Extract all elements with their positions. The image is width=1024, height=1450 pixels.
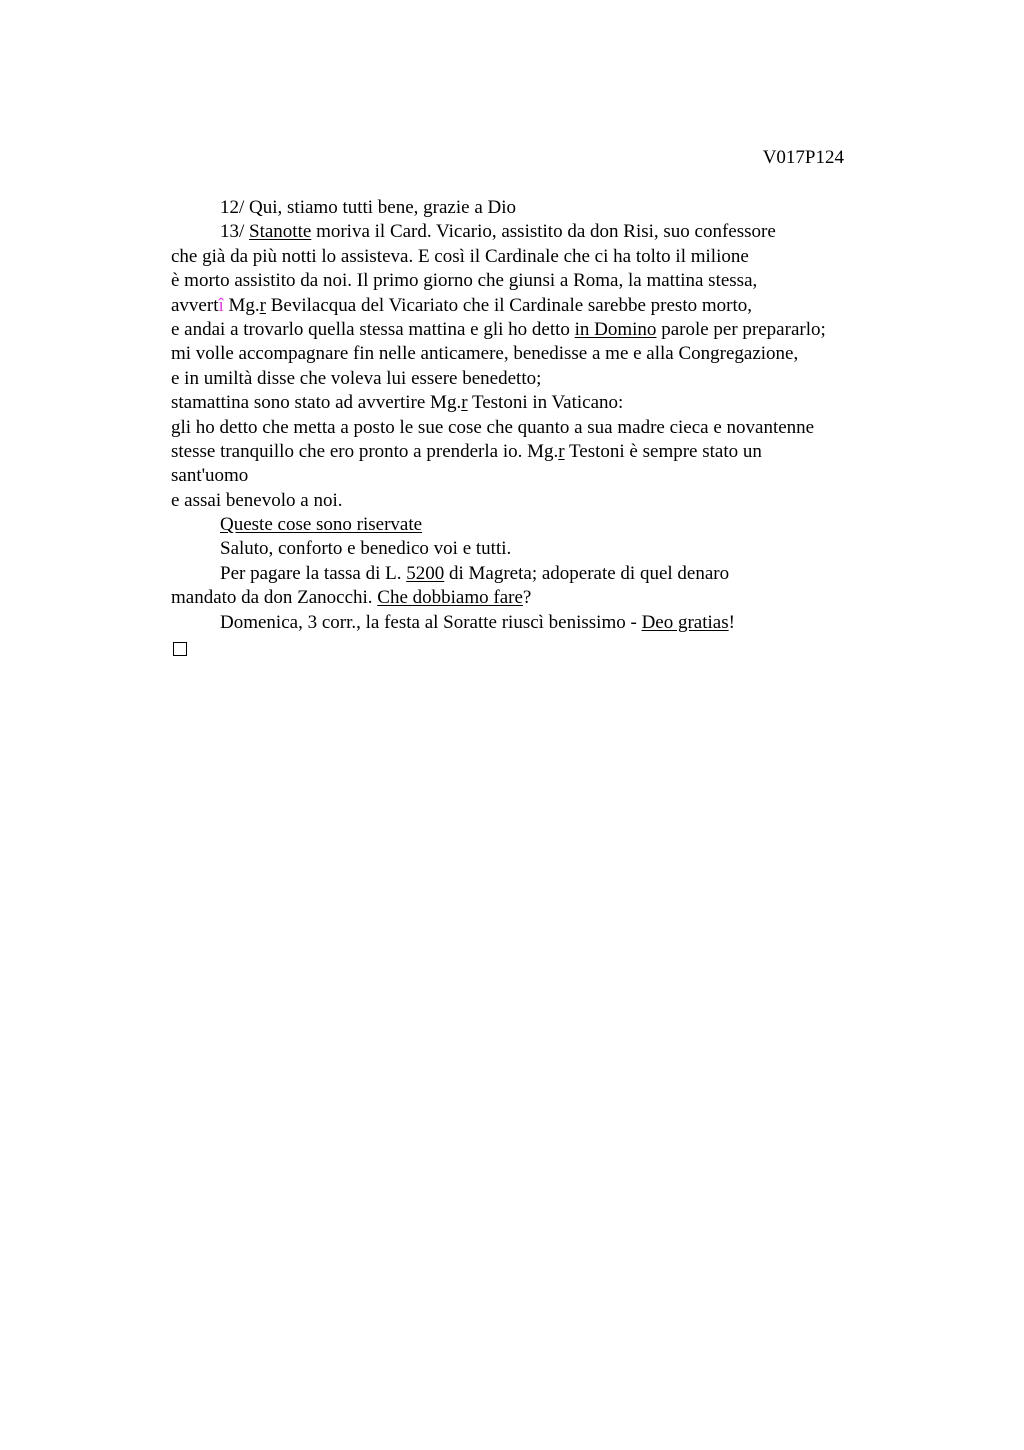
underlined-text: in Domino [574, 318, 657, 340]
text-line-7 [171, 342, 901, 366]
underlined-text: Stanotte [249, 221, 312, 243]
text: di Magreta; adoperate di quel denaro [444, 562, 730, 584]
text-line-12 [171, 464, 901, 488]
text: e andai a trovarlo quella stessa mattina e gli ho detto [171, 318, 575, 340]
text: Bevilacqua del Vicariato che il Cardinale sarebbe presto morto, [266, 294, 752, 316]
text: stamattina sono stato ad avvertire Mg. [171, 392, 462, 414]
text-line-4 [171, 269, 901, 293]
underlined-text: Che dobbiamo fare [377, 587, 523, 609]
text: Testoni è sempre stato un [564, 440, 762, 462]
text: ! [728, 611, 735, 633]
text: parole per prepararlo; [656, 318, 826, 340]
text: è morto assistito da noi. Il primo giorno che giunsi a Roma, la mattina stessa, [171, 270, 758, 292]
underlined-text: r [259, 294, 266, 316]
text-line-9 [171, 391, 901, 415]
text: mi volle accompagnare fin nelle anticamere, benedisse a me e alla Congregazione, [171, 343, 799, 365]
underlined-text: Deo gratias [641, 611, 729, 633]
end-box-icon [173, 642, 187, 656]
text-line-14 [171, 513, 901, 537]
underlined-text: r [558, 440, 565, 462]
text: Mg. [223, 294, 260, 316]
text-line-11 [171, 440, 901, 464]
text: che già da più notti lo assisteva. E così il Cardinale che ci ha tolto il milione [171, 245, 749, 267]
highlighted-char: î [218, 294, 224, 316]
text-line-6 [171, 318, 901, 342]
text-line-16 [171, 562, 901, 586]
text: mandato da don Zanocchi. [171, 587, 378, 609]
end-marker-line [171, 635, 901, 659]
text: 13/ [220, 221, 250, 243]
text-line-10 [171, 416, 901, 440]
text: Domenica, 3 corr., la festa al Soratte riuscì benissimo - [220, 611, 642, 633]
text-line-8 [171, 367, 901, 391]
underlined-text: 5200 [406, 562, 445, 584]
text: e in umiltà disse che voleva lui essere benedetto; [171, 367, 542, 389]
text: Testoni in Vaticano: [467, 392, 624, 414]
text-line-13 [171, 489, 901, 513]
text: Per pagare la tassa di L. [220, 562, 407, 584]
text-line-15 [171, 537, 901, 561]
text: sant'uomo [171, 465, 249, 487]
text: avvert [171, 294, 219, 316]
text-line-5 [171, 294, 901, 318]
text: 12/ Qui, stiamo tutti bene, grazie a Dio [220, 197, 517, 218]
text-line-18 [171, 611, 901, 635]
letter-body [171, 196, 901, 659]
text: stesse tranquillo che ero pronto a prenderla io. Mg. [171, 440, 559, 462]
text: moriva il Card. Vicario, assistito da don Risi, suo confessore [311, 221, 776, 243]
text-line-2 [171, 220, 901, 244]
text-line-3 [171, 245, 901, 269]
underlined-text: Queste cose sono riservate [220, 514, 423, 536]
underlined-text: r [461, 392, 468, 414]
text: gli ho detto che metta a posto le sue cose che quanto a sua madre cieca e novantenne [171, 416, 815, 438]
text-line-1 [171, 196, 901, 220]
page-id: V017P124 [762, 147, 844, 168]
text-line-17 [171, 586, 901, 610]
text: ? [522, 587, 532, 609]
text: e assai benevolo a noi. [171, 489, 343, 511]
text: Saluto, conforto e benedico voi e tutti. [220, 538, 512, 560]
